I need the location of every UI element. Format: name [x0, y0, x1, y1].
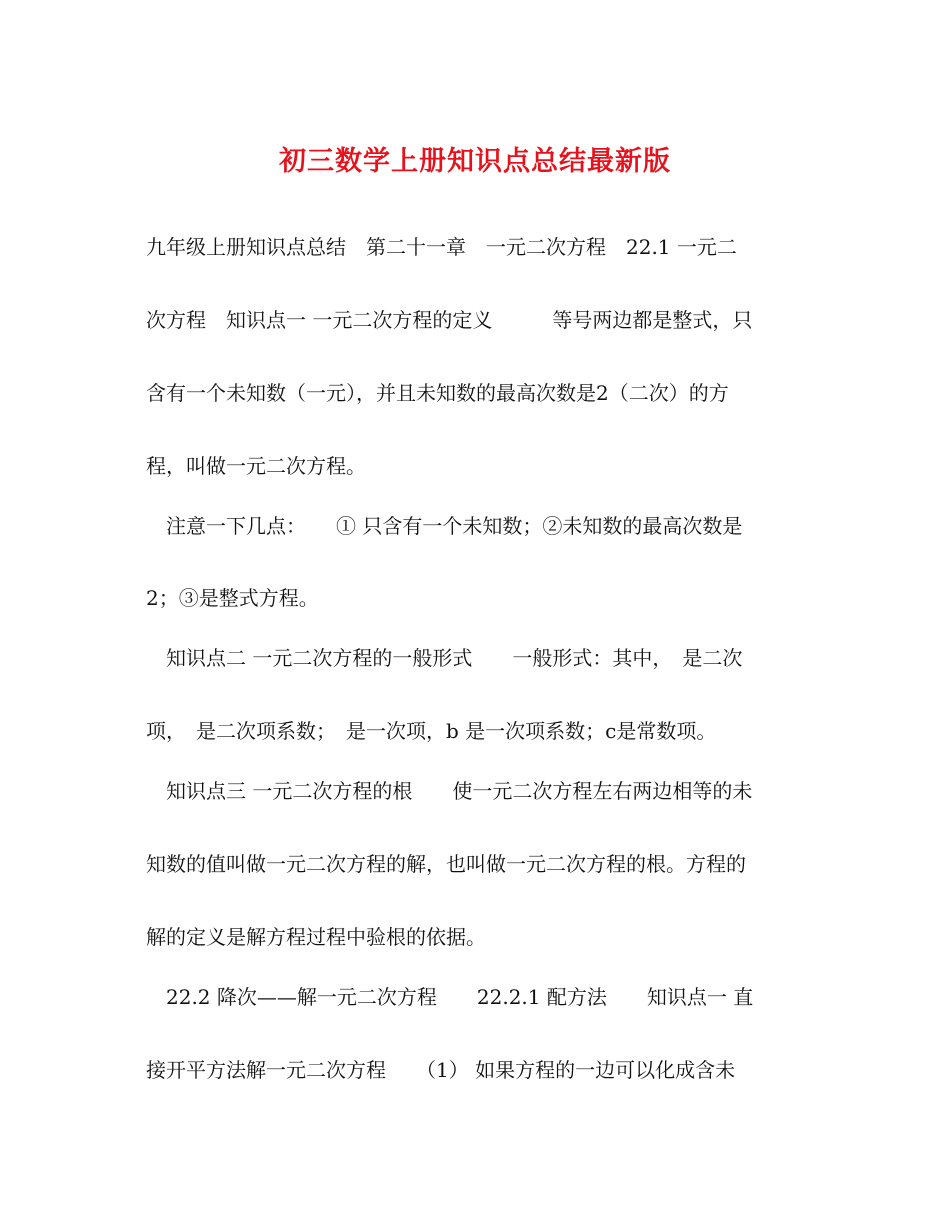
text-line: 解的定义是解方程过程中验根的依据。 [146, 925, 486, 949]
text-line: 知数的值叫做一元二次方程的解，也叫做一元二次方程的根。方程的 [146, 852, 746, 876]
text-line: 含有一个未知数（一元），并且未知数的最高次数是2（二次）的方 [146, 381, 729, 405]
text-line: 程，叫做一元二次方程。 [146, 454, 366, 478]
text-line: 项， 是二次项系数； 是一次项，b 是一次项系数；c是常数项。 [146, 719, 717, 743]
text-line: 22.2 降次——解一元二次方程 22.2.1 配方法 知识点一 直 [146, 985, 754, 1009]
text-line: 注意一下几点： ① 只含有一个未知数；②未知数的最高次数是 [146, 514, 743, 538]
text-line: 九年级上册知识点总结 第二十一章 一元二次方程 22.1 一元二 [146, 235, 737, 259]
text-line: 知识点三 一元二次方程的根 使一元二次方程左右两边相等的未 [146, 779, 753, 803]
document-title: 初三数学上册知识点总结最新版 [279, 146, 671, 177]
text-line: 2；③是整式方程。 [146, 586, 319, 610]
text-line: 次方程 知识点一 一元二次方程的定义 等号两边都是整式，只 [146, 308, 753, 332]
text-line: 知识点二 一元二次方程的一般形式 一般形式：其中， 是二次 [146, 646, 743, 670]
text-line: 接开平方法解一元二次方程 （1） 如果方程的一边可以化成含未 [146, 1058, 736, 1082]
